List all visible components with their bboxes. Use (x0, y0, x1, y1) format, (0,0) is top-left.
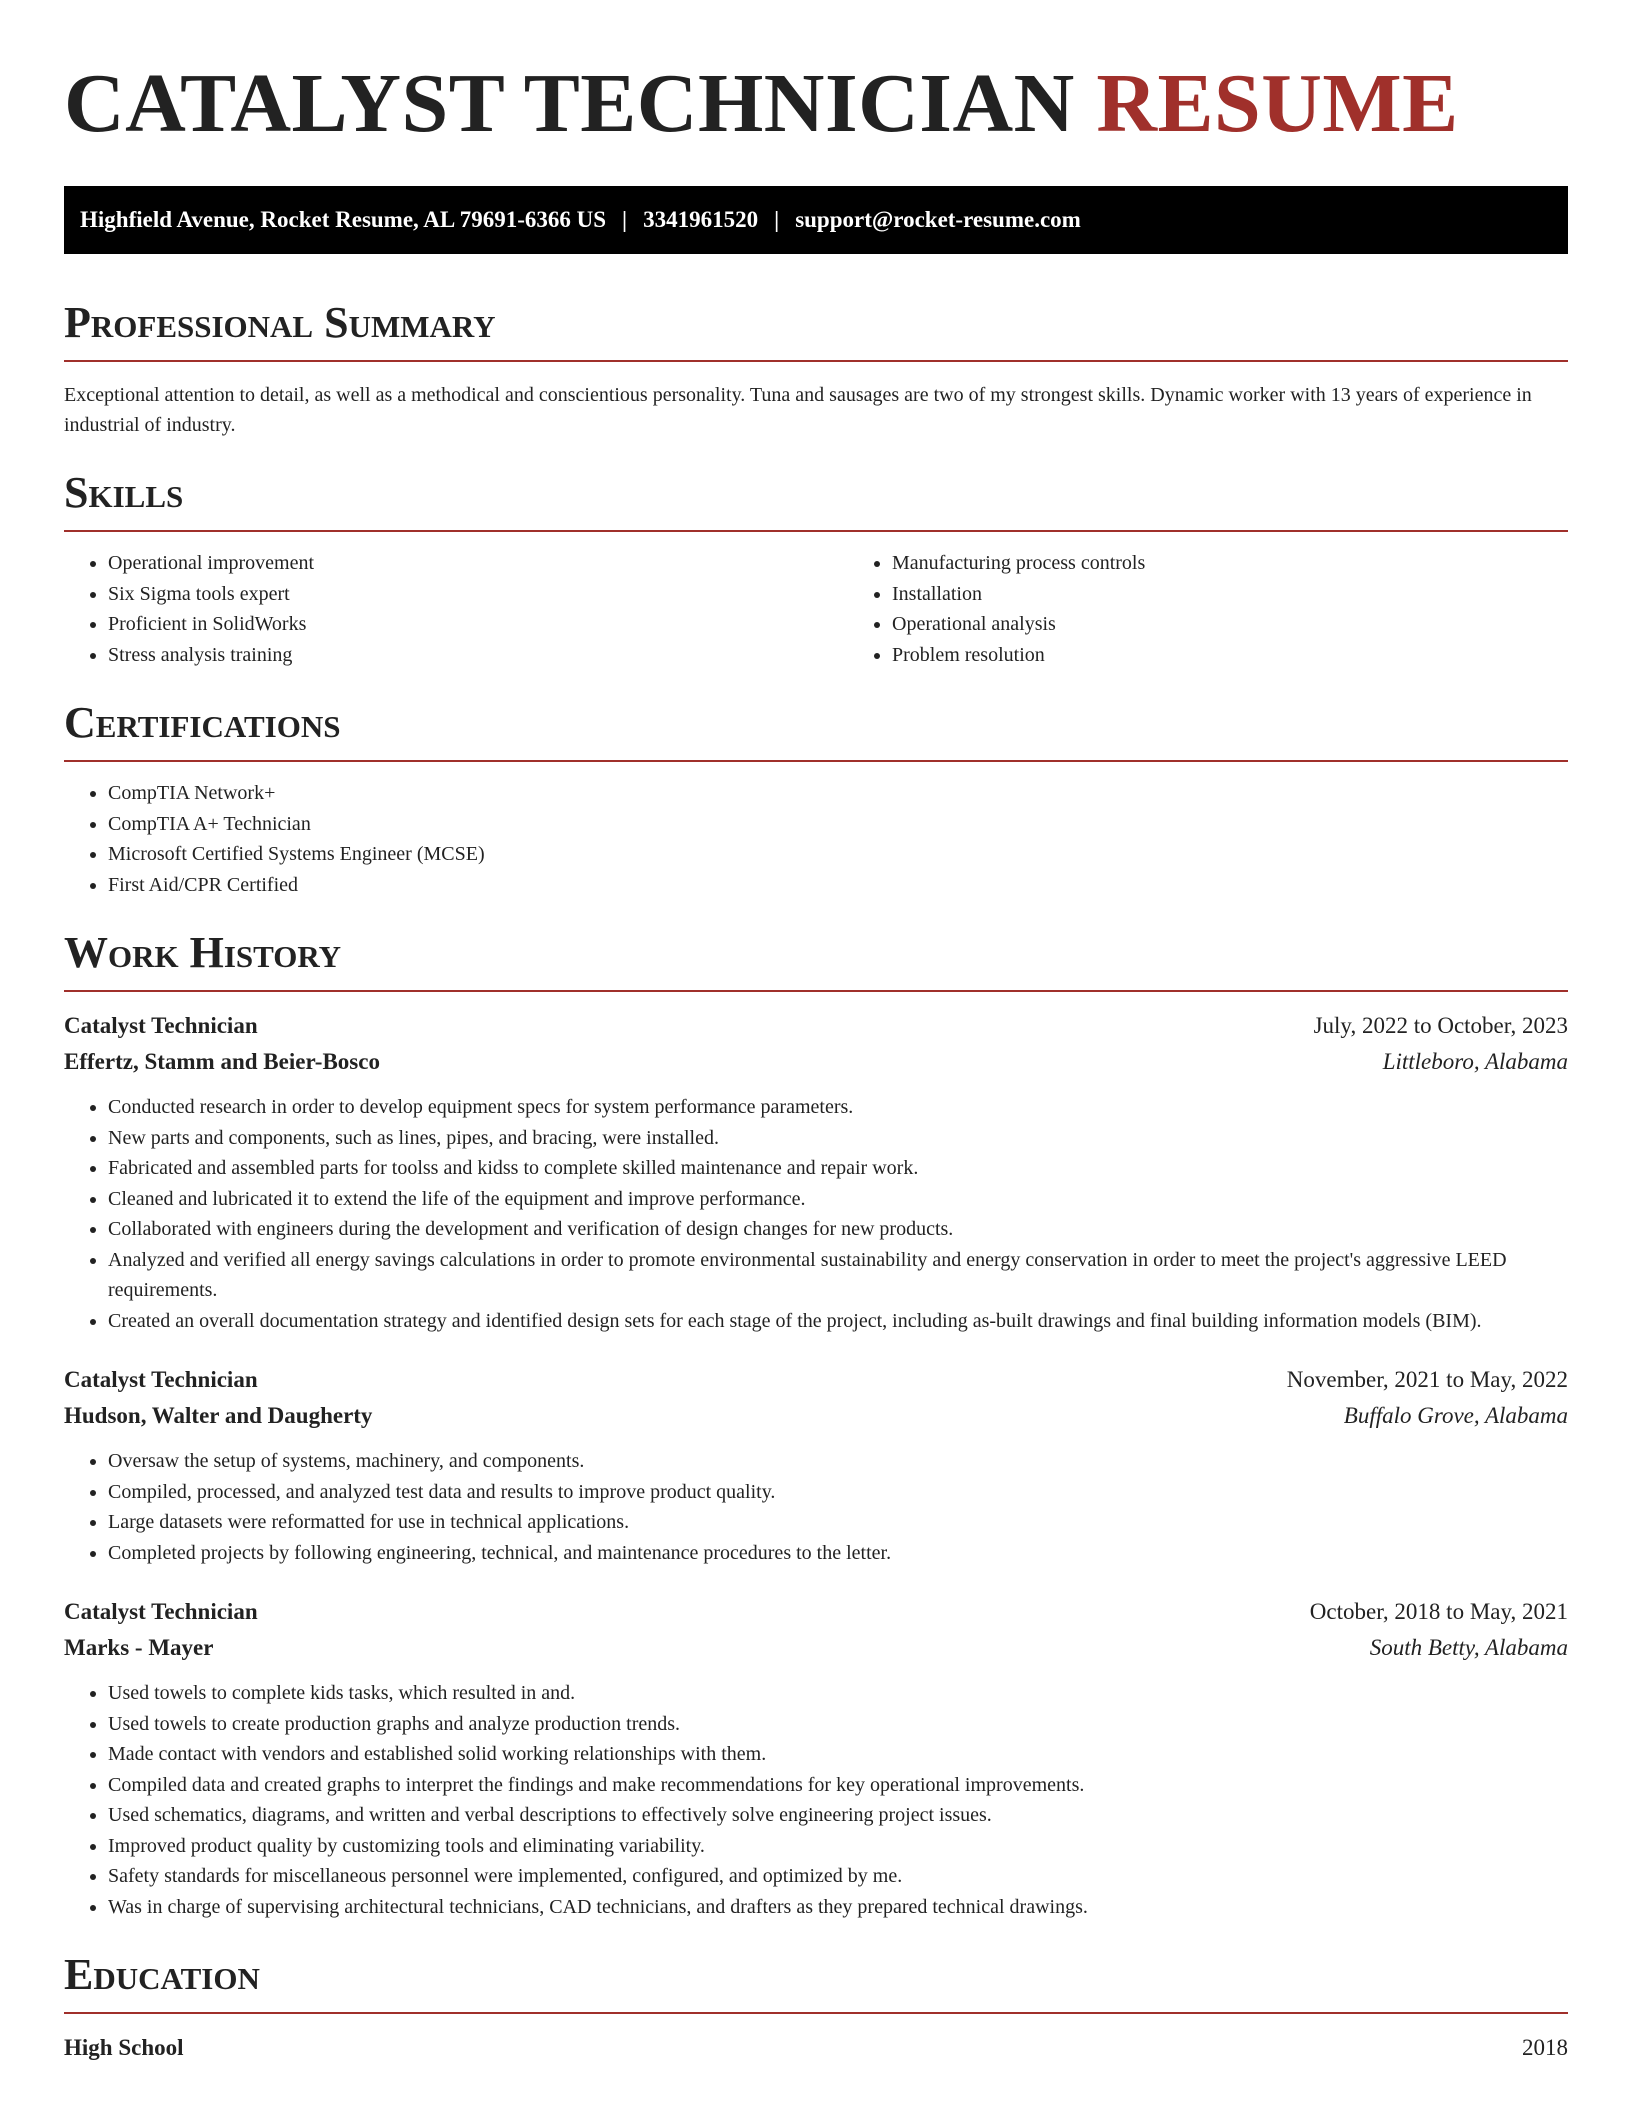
section-divider (64, 360, 1568, 362)
contact-address: Highfield Avenue, Rocket Resume, AL 79691-6366 US (80, 207, 607, 232)
section-heading: Certifications (64, 698, 341, 747)
list-item: • Used towels to complete kids tasks, which resulted in and. (108, 1678, 1568, 1709)
resume-title (64, 0, 1568, 152)
education-section (64, 1948, 1568, 2066)
job-bullets (64, 1092, 1568, 1336)
title-accent: RESUME (1096, 57, 1459, 150)
job-bullets (64, 1446, 1568, 1568)
job-title: Catalyst Technician (64, 1367, 258, 1392)
list-item: • New parts and components, such as lines, pipes, and bracing, were installed. (108, 1123, 1568, 1154)
list-item: • First Aid/CPR Certified (108, 870, 1568, 901)
job-dates: November, 2021 to May, 2022 (1286, 1367, 1568, 1392)
list-item: • Operational improvement (108, 548, 848, 579)
list-item: • Large datasets were reformatted for use in technical applications. (108, 1507, 1568, 1538)
contact-separator: | (774, 207, 780, 232)
skills-grid (64, 532, 1568, 670)
list-item: • CompTIA Network+ (108, 778, 1568, 809)
job-header-row (64, 1008, 1568, 1044)
job-company: Hudson, Walter and Daugherty (64, 1403, 373, 1428)
list-item: • Used towels to create production graphs and analyze production trends. (108, 1709, 1568, 1740)
job-company-row (64, 1398, 1568, 1434)
list-item: • Manufacturing process controls (892, 548, 1145, 579)
job-entry (64, 1594, 1568, 1922)
list-item: • Made contact with vendors and established solid working relationships with them. (108, 1739, 1568, 1770)
list-item: • Analyzed and verified all energy savings calculations in order to promote environmental sustainability and energy conservation in order to meet the project's aggressive LEED requirements. (108, 1245, 1568, 1306)
section-heading: Education (64, 1950, 260, 1999)
list-item: • Six Sigma tools expert (108, 579, 848, 610)
job-title: Catalyst Technician (64, 1599, 258, 1624)
title-main: CATALYST TECHNICIAN (64, 57, 1075, 150)
list-item: • Fabricated and assembled parts for toolss and kidss to complete skilled maintenance and repair work. (108, 1153, 1568, 1184)
skills-list-right (848, 548, 1145, 670)
job-company-row (64, 1044, 1568, 1080)
job-location: Buffalo Grove, Alabama (1343, 1403, 1568, 1428)
list-item: • Proficient in SolidWorks (108, 609, 848, 640)
list-item: • Completed projects by following engineering, technical, and maintenance procedures to the letter. (108, 1538, 1568, 1569)
job-dates: October, 2018 to May, 2021 (1309, 1599, 1568, 1624)
list-item: • Created an overall documentation strategy and identified design sets for each stage of the project, including as-built drawings and final building information models (BIM). (108, 1306, 1568, 1337)
work-history-section (64, 926, 1568, 1922)
contact-email[interactable]: support@rocket-resume.com (795, 207, 1081, 232)
list-item: • Improved product quality by customizing tools and eliminating variability. (108, 1831, 1568, 1862)
list-item: • Used schematics, diagrams, and written and verbal descriptions to effectively solve engineering project issues. (108, 1800, 1568, 1831)
list-item: • Installation (892, 579, 1145, 610)
section-divider (64, 760, 1568, 762)
list-item: • Oversaw the setup of systems, machinery, and components. (108, 1446, 1568, 1477)
education-entry (64, 2030, 1568, 2066)
list-item: • Conducted research in order to develop equipment specs for system performance parameters. (108, 1092, 1568, 1123)
list-item: • Stress analysis training (108, 640, 848, 671)
section-divider (64, 990, 1568, 992)
section-divider (64, 2012, 1568, 2014)
section-heading: Work History (64, 928, 342, 977)
job-entry (64, 1008, 1568, 1336)
contact-separator: | (622, 207, 628, 232)
list-item: • Operational analysis (892, 609, 1145, 640)
job-header-row (64, 1362, 1568, 1398)
list-item: • Cleaned and lubricated it to extend the life of the equipment and improve performance. (108, 1184, 1568, 1215)
job-entry (64, 1362, 1568, 1568)
job-company: Effertz, Stamm and Beier-Bosco (64, 1049, 380, 1074)
list-item: • CompTIA A+ Technician (108, 809, 1568, 840)
list-item: • Safety standards for miscellaneous personnel were implemented, configured, and optimized by me. (108, 1861, 1568, 1892)
skills-section (64, 466, 1568, 670)
job-location: Littleboro, Alabama (1382, 1049, 1568, 1074)
summary-text: Exceptional attention to detail, as well as a methodical and conscientious personality. Tuna and sausages are two of my strongest skills. Dynamic worker with 13 years of experience in industrial of industry. (64, 384, 1532, 436)
job-company: Marks - Mayer (64, 1635, 214, 1660)
contact-bar (64, 186, 1568, 254)
skills-list-left (64, 548, 848, 670)
education-year: 2018 (1522, 2035, 1568, 2060)
summary-section (64, 296, 1568, 440)
certifications-section (64, 696, 1568, 900)
section-heading: Professional Summary (64, 298, 496, 347)
job-dates: July, 2022 to October, 2023 (1313, 1013, 1568, 1038)
job-location: South Betty, Alabama (1369, 1635, 1568, 1660)
list-item: • Compiled data and created graphs to interpret the findings and make recommendations for key operational improvements. (108, 1770, 1568, 1801)
list-item: • Compiled, processed, and analyzed test data and results to improve product quality. (108, 1477, 1568, 1508)
list-item: • Problem resolution (892, 640, 1145, 671)
job-bullets (64, 1678, 1568, 1922)
job-title: Catalyst Technician (64, 1013, 258, 1038)
job-header-row (64, 1594, 1568, 1630)
education-school: High School (64, 2035, 184, 2060)
job-company-row (64, 1630, 1568, 1666)
list-item: • Microsoft Certified Systems Engineer (MCSE) (108, 839, 1568, 870)
contact-phone[interactable]: 3341961520 (643, 207, 759, 232)
certifications-list (64, 778, 1568, 900)
list-item: • Was in charge of supervising architectural technicians, CAD technicians, and drafters as they prepared technical drawings. (108, 1892, 1568, 1923)
section-heading: Skills (64, 468, 184, 517)
list-item: • Collaborated with engineers during the development and verification of design changes for new products. (108, 1214, 1568, 1245)
